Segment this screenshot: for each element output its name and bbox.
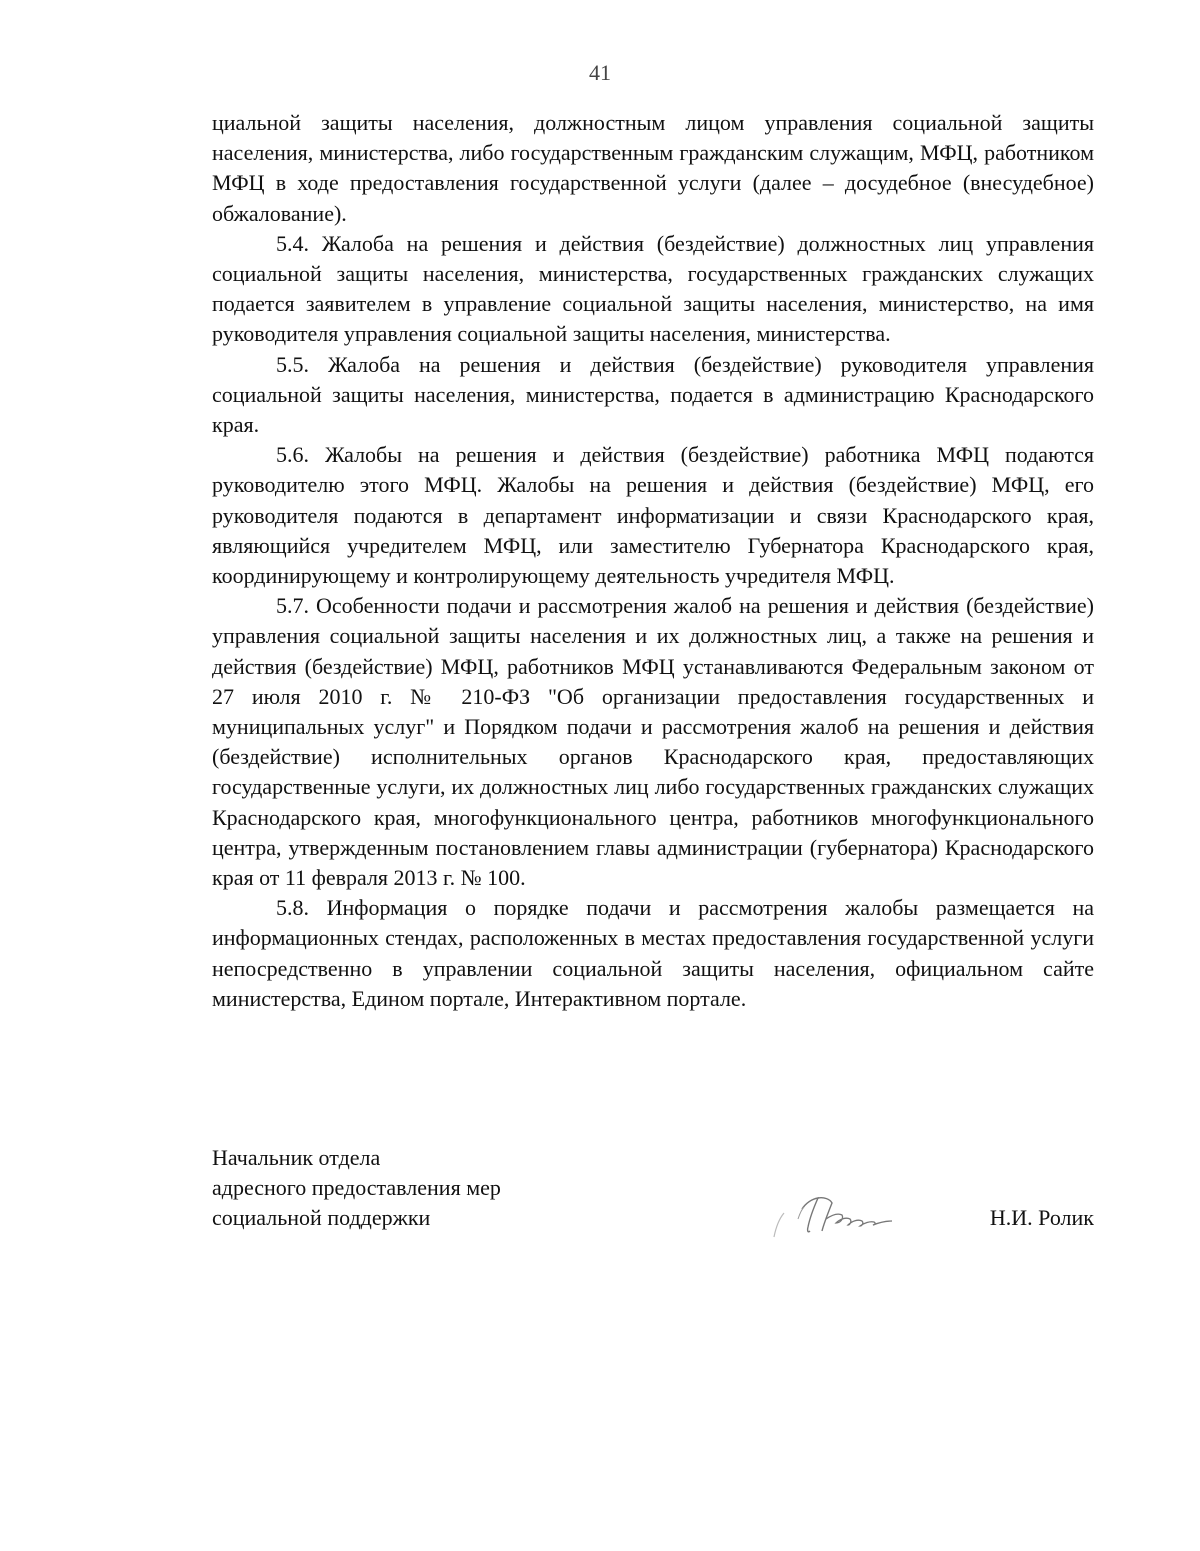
- paragraph-5-4: 5.4. Жалоба на решения и действия (бездействие) должностных лиц управления социальной защиты населения, министерства, государственных гражданских служащих подается заявителем в управление социальной защиты населения, министерство, на имя руководителя управления социальной защиты населения, министерства.: [212, 230, 1094, 347]
- paragraph-5-7: 5.7. Особенности подачи и рассмотрения жалоб на решения и действия (бездействие) управления социальной защиты населения и их должностных лиц, а также на решения и действия (бездействие) МФЦ, работников МФЦ устанавливаются Федеральным законом от 27 июля 2010 г. № 210-ФЗ "Об организации предоставления государственных и муниципальных услуг" и Порядком подачи и рассмотрения жалоб на решения и действия (бездействие) исполнительных органов Краснодарского края, предоставляющих государственные услуги, их должностных лиц либо государственных гражданских служащих Краснодарского края, многофункционального центра, работников многофункционального центра, утвержденным постановлением главы администрации (губернатора) Краснодарского края от 11 февраля 2013 г. № 100.: [212, 593, 1094, 891]
- paragraph-continuation: циальной защиты населения, должностным лицом управления социальной защиты населения, министерства, либо государственным гражданским служащим, МФЦ, работником МФЦ в ходе предоставления государственной услуги (далее – досудебное (внесудебное) обжалование).: [212, 110, 1094, 226]
- signer-position-line: Начальник отдела: [212, 1145, 381, 1170]
- page-number: 41: [589, 60, 611, 85]
- document-body: [212, 108, 1094, 1014]
- paragraph-5-8: 5.8. Информация о порядке подачи и рассмотрения жалобы размещается на информационных стендах, расположенных в местах предоставления государственной услуги непосредственно в управлении социальной защиты населения, официальном сайте министерства, Едином портале, Интерактивном портале.: [212, 895, 1094, 1011]
- signer-position-line: адресного предоставления мер: [212, 1175, 501, 1200]
- paragraph-5-5: 5.5. Жалоба на решения и действия (бездействие) руководителя управления социальной защиты населения, министерства, подается в администрацию Краснодарского края.: [212, 351, 1094, 438]
- signature-block: [212, 1143, 1094, 1253]
- paragraph-5-6: 5.6. Жалобы на решения и действия (бездействие) работника МФЦ подаются руководителю этого МФЦ. Жалобы на решения и действия (бездействие) МФЦ, его руководителя подаются в департамент информатизации и связи Краснодарского края, являющийся учредителем МФЦ, или заместителю Губернатора Краснодарского края, координирующему и контролирующему деятельность учредителя МФЦ.: [212, 442, 1094, 589]
- signer-position-line: социальной поддержки: [212, 1205, 431, 1230]
- signer-position: [212, 1143, 501, 1233]
- handwritten-signature: [762, 1179, 922, 1249]
- signer-name: Н.И. Ролик: [989, 1205, 1094, 1230]
